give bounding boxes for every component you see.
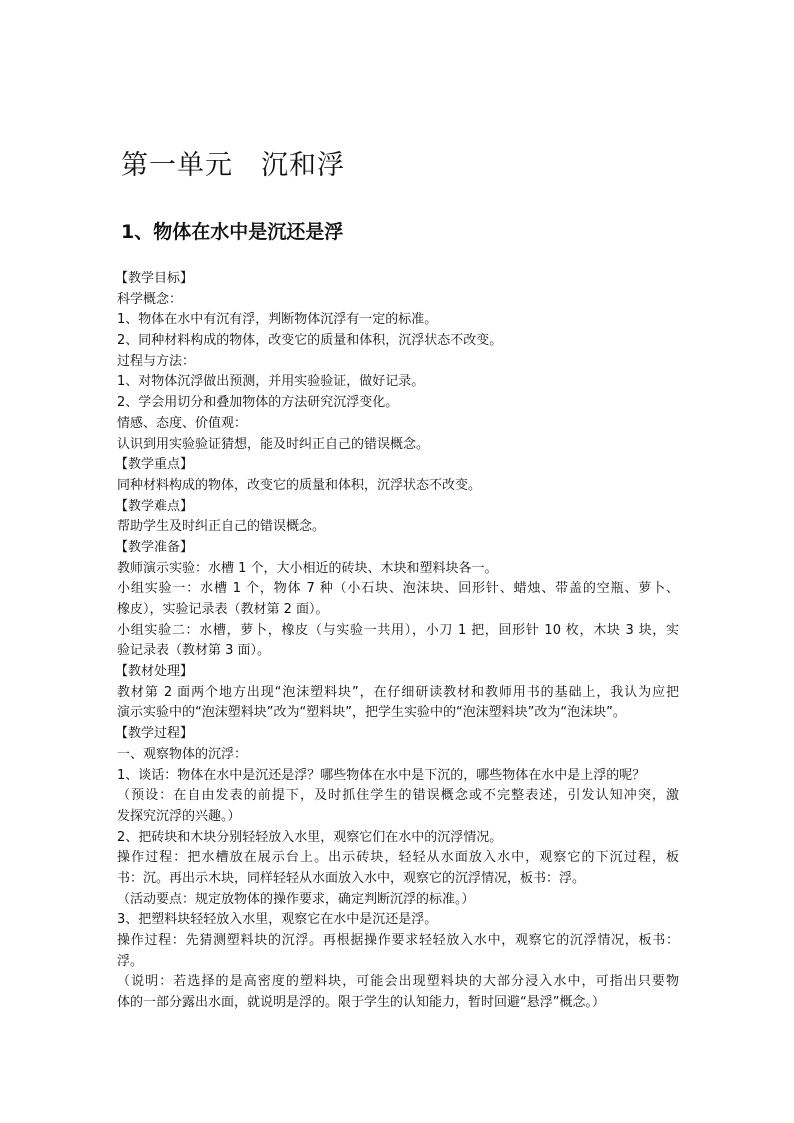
section-heading-process: 【教学过程】 bbox=[115, 726, 194, 742]
body-line: 1、物体在水中有沉有浮，判断物体沉浮有一定的标准。 bbox=[117, 312, 438, 328]
body-line: 小组实验一：水槽 1 个，物体 7 种（小石块、泡沫块、回形针、蜡烛、带盖的空瓶、萝卜、 bbox=[117, 581, 679, 597]
body-line: 小组实验二：水槽，萝卜，橡皮（与实验一共用），小刀 1 把，回形针 10 枚，木块 3 块，实 bbox=[117, 622, 679, 638]
lesson-title: 1、物体在水中是沉还是浮 bbox=[121, 221, 344, 243]
body-line: 2、学会用切分和叠加物体的方法研究沉浮变化。 bbox=[117, 395, 399, 411]
body-line: 演示实验中的“泡沫塑料块”改为“塑料块”，把学生实验中的“泡沫塑料块”改为“泡沫块”。 bbox=[117, 705, 626, 721]
section-heading-key-points: 【教学重点】 bbox=[115, 457, 194, 473]
body-line: 书：沉。再出示木块，同样轻轻从水面放入水中，观察它的沉浮情况，板书：浮。 bbox=[117, 870, 586, 886]
body-line: 体的一部分露出水面，就说明是浮的。限于学生的认知能力，暂时回避“悬浮”概念。） bbox=[117, 995, 605, 1011]
body-line: （说明：若选择的是高密度的塑料块，可能会出现塑料块的大部分浸入水中，可指出只要物 bbox=[117, 974, 679, 990]
body-line: 浮。 bbox=[117, 953, 144, 969]
body-line: 3、把塑料块轻轻放入水里，观察它在水中是沉还是浮。 bbox=[117, 912, 438, 928]
body-line: 1、谈话：物体在水中是沉还是浮？哪些物体在水中是下沉的，哪些物体在水中是上浮的呢？ bbox=[117, 767, 646, 783]
body-line: 教师演示实验：水槽 1 个，大小相近的砖块、木块和塑料块各一。 bbox=[117, 560, 498, 576]
section-heading-material-handling: 【教材处理】 bbox=[115, 664, 194, 680]
body-line: 2、同种材料构成的物体，改变它的质量和体积，沉浮状态不改变。 bbox=[117, 333, 503, 349]
body-line: 橡皮），实验记录表（教材第 2 面）。 bbox=[117, 602, 329, 617]
body-line: 科学概念： bbox=[117, 291, 183, 307]
body-line: （活动要点：规定放物体的操作要求，确定判断沉浮的标准。） bbox=[117, 891, 475, 907]
body-line: 2、把砖块和木块分别轻轻放入水里，观察它们在水中的沉浮情况。 bbox=[117, 829, 503, 845]
section-heading-preparation: 【教学准备】 bbox=[115, 539, 194, 555]
body-line: 1、对物体沉浮做出预测，并用实验验证，做好记录。 bbox=[117, 374, 425, 390]
body-line: （预设：在自由发表的前提下，及时抓住学生的错误概念或不完整表述，引发认知冲突，激 bbox=[117, 788, 679, 804]
body-line: 同种材料构成的物体，改变它的质量和体积，沉浮状态不改变。 bbox=[117, 477, 482, 493]
body-line: 操作过程：先猜测塑料块的沉浮。再根据操作要求轻轻放入水中，观察它的沉浮情况，板书： bbox=[117, 933, 679, 948]
section-heading-objectives: 【教学目标】 bbox=[115, 271, 194, 286]
unit-title: 第一单元 沉和浮 bbox=[121, 150, 345, 181]
body-line: 认识到用实验验证猜想，能及时纠正自己的错误概念。 bbox=[117, 436, 430, 452]
section-heading-difficulties: 【教学难点】 bbox=[115, 498, 194, 514]
body-line: 操作过程：把水槽放在展示台上。出示砖块，轻轻从水面放入水中，观察它的下沉过程，板 bbox=[117, 850, 679, 866]
body-line: 过程与方法： bbox=[117, 353, 196, 369]
body-line: 教材第 2 面两个地方出现“泡沫塑料块”，在仔细研读教材和教师用书的基础上，我认为应把 bbox=[117, 684, 679, 700]
body-line: 帮助学生及时纠正自己的错误概念。 bbox=[117, 519, 326, 535]
body-line: 验记录表（教材第 3 面）。 bbox=[117, 643, 271, 659]
lesson-body bbox=[117, 269, 679, 1014]
body-line: 发探究沉浮的兴趣。） bbox=[117, 808, 241, 824]
body-line: 情感、态度、价值观： bbox=[117, 415, 248, 431]
body-line: 一、观察物体的沉浮： bbox=[117, 746, 248, 762]
